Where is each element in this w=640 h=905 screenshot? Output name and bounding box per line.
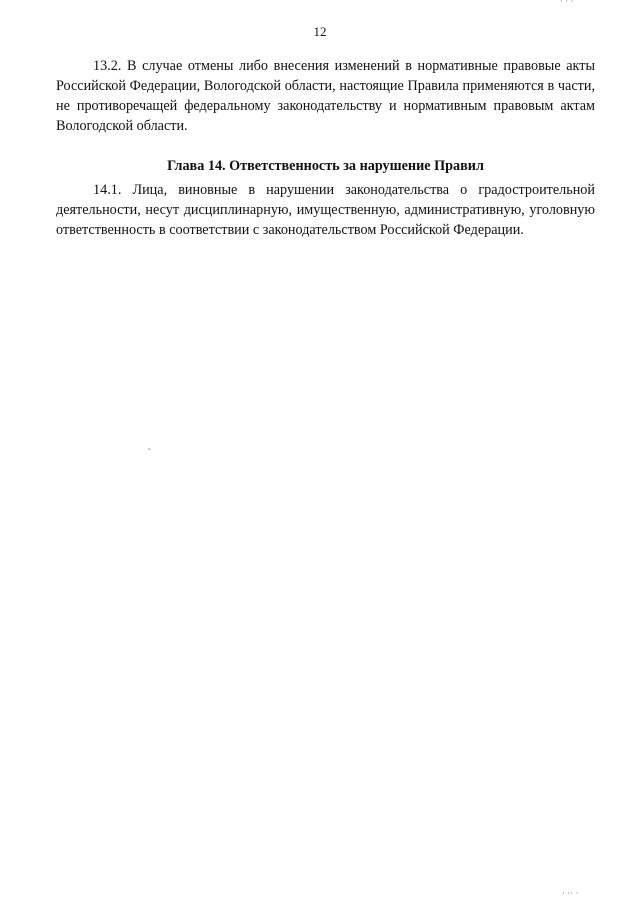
paragraph-14-1: 14.1. Лица, виновные в нарушении законодательства о градостроительной деятельности, несут дисциплинарную, имущественную, административную, уголовную ответственность в соответствии с законодательством Российской Федерации. [56,182,595,238]
scan-artifact-top: ˙ ˙ ˙ [560,0,574,9]
chapter-14-heading: Глава 14. Ответственность за нарушение Правил [167,158,484,174]
document-body [56,56,595,240]
scan-artifact-mid: ˛ [148,440,151,450]
page-number: 12 [313,24,327,39]
paragraph-13-2: 13.2. В случае отмены либо внесения изменений в нормативные правовые акты Российской Федерации, Вологодской области, настоящие Правила применяются в части, не противоречащей федеральному законодательству и нормативным правовым актам Вологодской области. [56,58,595,134]
scan-artifact-bottom: ˙ ˙˙ ˙ [562,891,579,901]
